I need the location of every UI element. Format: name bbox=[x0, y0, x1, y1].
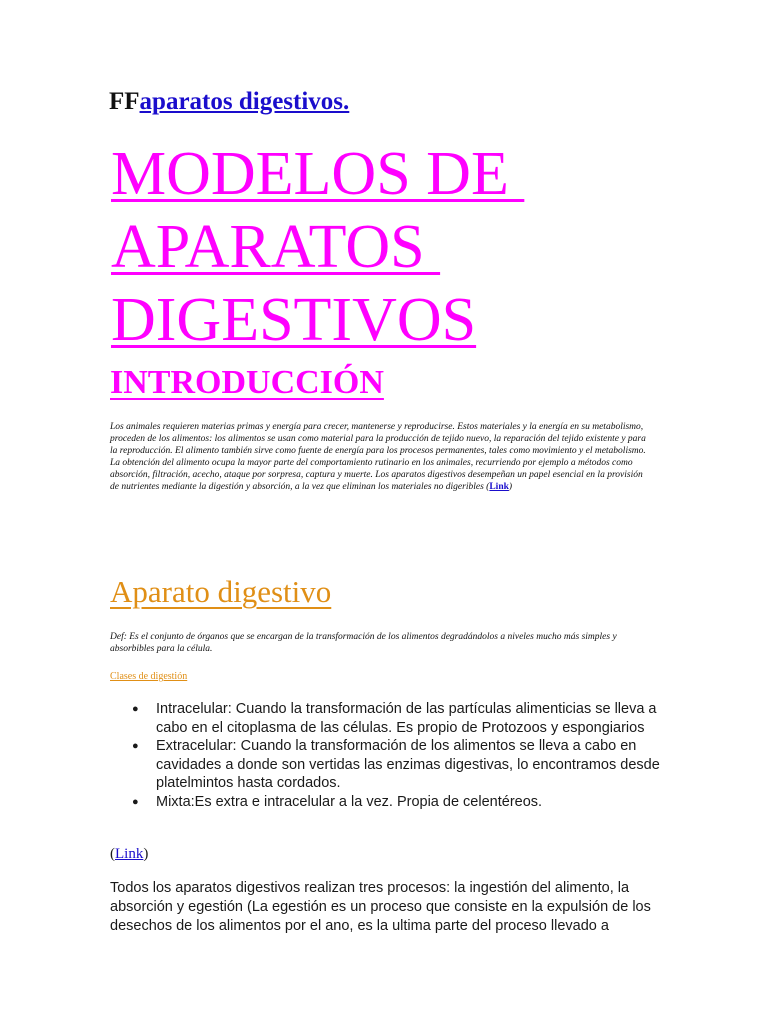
aparatos-digestivos-link[interactable]: aparatos digestivos. bbox=[139, 88, 350, 115]
list-item-text: Extracelular: Cuando la transformación de los alimentos se lleva a cabo en cavidades a donde son vertidas las enzimas digestivas, lo encontramos desde platelmintos hasta cordados. bbox=[156, 738, 660, 791]
section-heading: Aparato digestivo bbox=[110, 574, 332, 609]
clases-digestion-link[interactable]: Clases de digestión bbox=[110, 671, 188, 682]
section-link-close: ) bbox=[143, 846, 149, 862]
header-prefix: FF bbox=[109, 88, 140, 115]
section-link-open: ( bbox=[110, 846, 115, 862]
list-item bbox=[132, 793, 662, 812]
list-item-text: Mixta:Es extra e intracelular a la vez. Propia de celentéreos. bbox=[156, 793, 543, 810]
intro-text: Los animales requieren materias primas y energía para crecer, mantenerse y reproducirse. Estos materiales y la energía en su metabolismo, proceden de los alimentos: los alimentos se usan como material para la producción de tejido nuevo, la reparación del tejido existente y para la reproducción. El alimento también sirve como fuente de energía para los procesos permanentes, tales como movimiento y el metabolismo. La obtención del alimento ocupa la mayor parte del comportamiento rutinario en los animales, recurriendo por ejemplo a métodos como absorción, filtración, acecho, ataque por sorpresa, captura y muerte. Los aparatos digestivos desempeñan un papel esencial en la provisión de nutrientes mediante la digestión y absorción, a la vez que eliminan los materiales no digeribles bbox=[110, 422, 646, 492]
title-line: DIGESTIVOS bbox=[111, 286, 477, 354]
title-line: MODELOS DE bbox=[111, 140, 525, 208]
digestion-types-list bbox=[132, 700, 662, 811]
definition-text: Def: Es el conjunto de órganos que se encargan de la transformación de los alimentos degradándolos a niveles mucho más simples y absorbibles para la célula. bbox=[110, 632, 617, 654]
list-item bbox=[132, 700, 662, 737]
intro-link[interactable]: Link bbox=[489, 482, 509, 492]
intro-paragraph bbox=[110, 421, 650, 493]
intro-link-close: ) bbox=[508, 482, 513, 492]
bullet-icon: ● bbox=[132, 740, 139, 752]
page-title bbox=[111, 138, 731, 357]
intro-link-open: ( bbox=[486, 482, 490, 492]
section-link[interactable]: Link bbox=[115, 846, 144, 862]
intro-heading: INTRODUCCIÓN bbox=[110, 364, 384, 401]
list-item bbox=[132, 737, 662, 793]
body-paragraph: Todos los aparatos digestivos realizan tres procesos: la ingestión del alimento, la absorción y egestión (La egestión es un proceso que consiste en la expulsión de los desechos de los alimentos por el ano, es la ultima parte del proceso llevado a bbox=[110, 880, 651, 934]
bullet-icon: ● bbox=[132, 795, 139, 808]
title-line: APARATOS bbox=[111, 213, 441, 281]
header-line bbox=[109, 88, 349, 116]
section-link-line bbox=[110, 846, 148, 863]
list-item-text: Intracelular: Cuando la transformación de las partículas alimenticias se lleva a cabo en el citoplasma de las células. Es propio de Protozoos y espongiarios bbox=[156, 701, 657, 736]
bullet-icon: ● bbox=[132, 703, 139, 715]
